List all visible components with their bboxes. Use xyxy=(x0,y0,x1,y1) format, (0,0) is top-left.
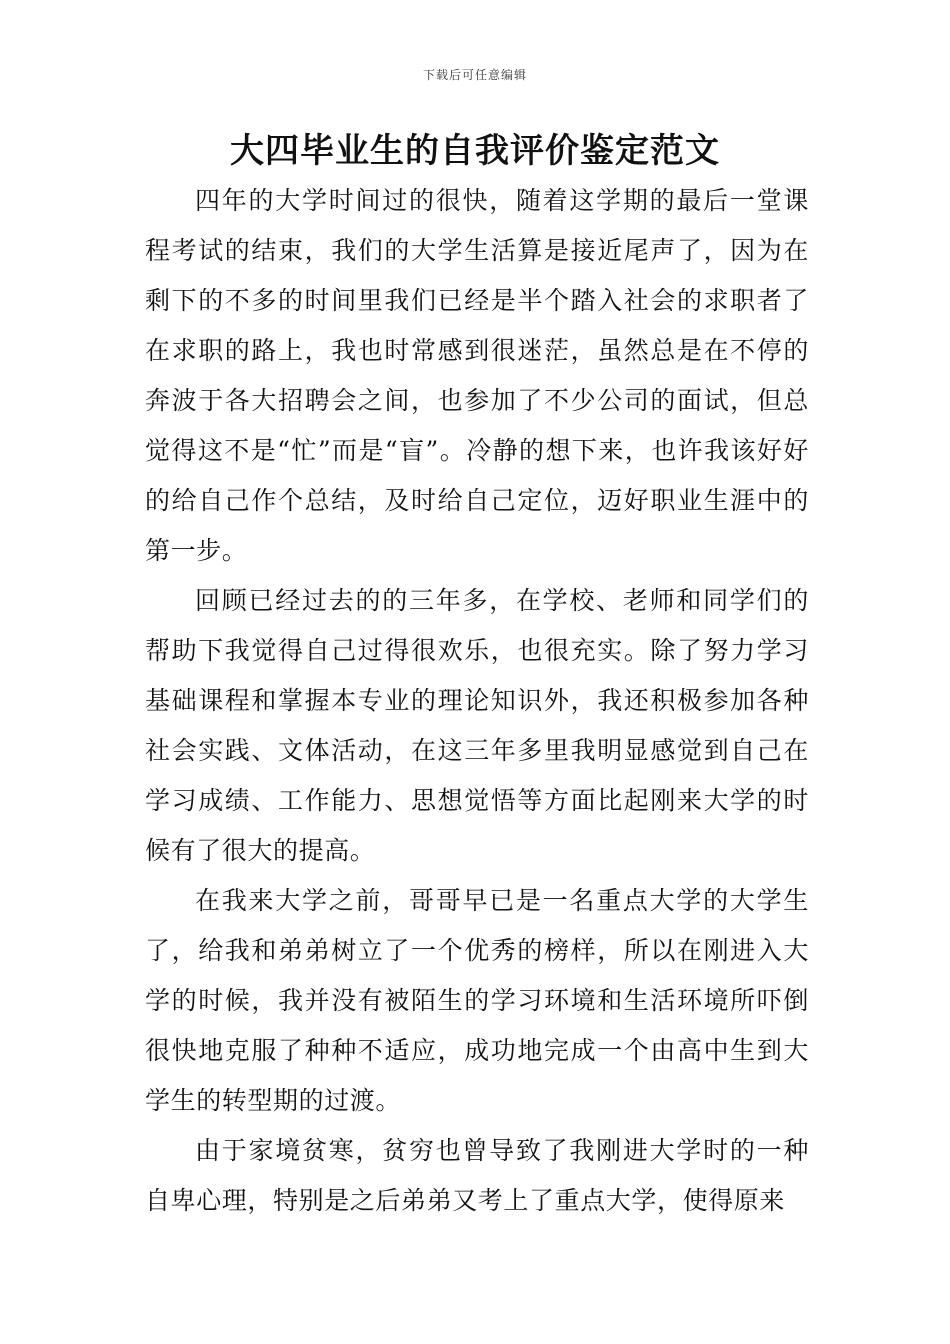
header-note: 下载后可任意编辑 xyxy=(422,68,527,82)
document-body xyxy=(145,176,809,1226)
paragraph-4: 由于家境贫寒，贫穷也曾导致了我刚进大学时的一种自卑心理，特别是之后弟弟又考上了重点大学，使得原来 xyxy=(145,1136,809,1215)
document-title: 大四毕业生的自我评价鉴定范文 xyxy=(230,131,720,171)
paragraph-3: 在我来大学之前，哥哥早已是一名重点大学的大学生了，给我和弟弟树立了一个优秀的榜样，所以在刚进入大学的时候，我并没有被陌生的学习环境和生活环境所吓倒很快地克服了种种不适应，成功地完成一个由高中生到大学生的转型期的过渡。 xyxy=(145,886,809,1115)
paragraph-1: 四年的大学时间过的很快，随着这学期的最后一堂课程考试的结束，我们的大学生活算是接近尾声了，因为在剩下的不多的时间里我们已经是半个踏入社会的求职者了在求职的路上，我也时常感到很迷茫，虽然总是在不停的奔波于各大招聘会之间，也参加了不少公司的面试，但总觉得这不是“忙”而是“盲”。冷静的想下来，也许我该好好的给自己作个总结，及时给自己定位，迈好职业生涯中的第一步。 xyxy=(145,186,809,565)
paragraph-2: 回顾已经过去的的三年多，在学校、老师和同学们的帮助下我觉得自己过得很欢乐，也很充实。除了努力学习基础课程和掌握本专业的理论知识外，我还积极参加各种社会实践、文体活动，在这三年多里我明显感觉到自己在学习成绩、工作能力、思想觉悟等方面比起刚来大学的时候有了很大的提高。 xyxy=(145,586,809,865)
